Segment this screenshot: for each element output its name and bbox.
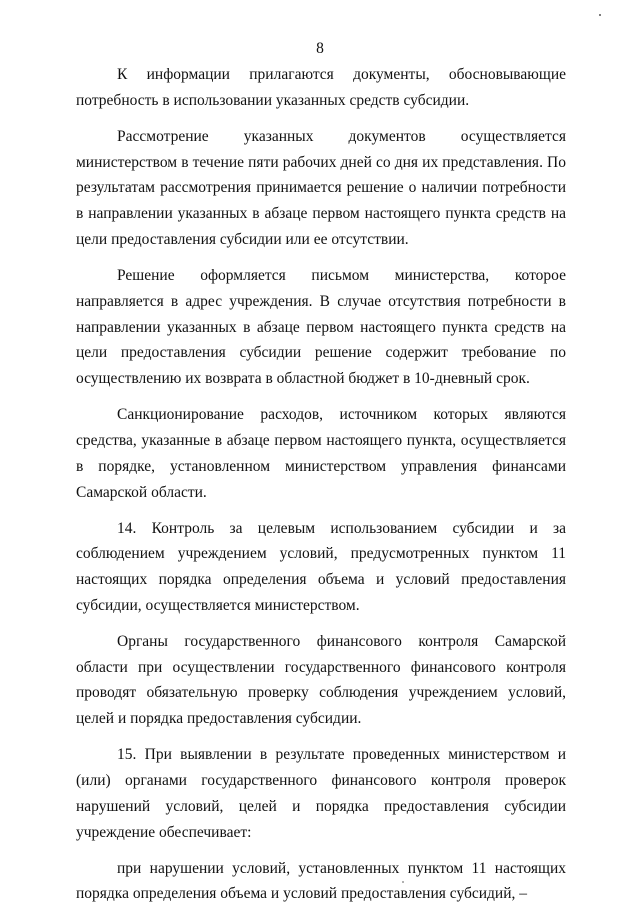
- scan-speck: [402, 881, 404, 883]
- paragraph-control-bodies: Органы государственного финансового контроля Самарской области при осуществлении государственного финансового контроля проводят обязательную проверку соблюдения учреждением условий, целей и порядка предоставления субсидии.: [76, 632, 566, 728]
- document-body: [76, 62, 566, 917]
- paragraph-review: Рассмотрение указанных документов осуществляется министерством в течение пяти рабочих дней со дня их представления. По результатам рассмотрения принимается решение о наличии потребности в направлении указанных в абзаце первом настоящего пункта средств на цели предоставления субсидии или ее отсутствии.: [76, 127, 566, 248]
- page-number: 8: [316, 40, 324, 57]
- paragraph-decision: Решение оформляется письмом министерства, которое направляется в адрес учреждения. В случае отсутствия потребности в направлении указанных в абзаце первом настоящего пункта средств на цели предоставления субсидии решение содержит требование по осуществлению их возврата в областной бюджет в 10-дневный срок.: [76, 266, 566, 388]
- paragraph-violation: при нарушении условий, установленных пунктом 11 настоящих порядка определения объема и условий предоставления субсидий, –: [76, 859, 566, 903]
- paragraph-item-14: 14. Контроль за целевым использованием субсидии и за соблюдением учреждением условий, предусмотренных пунктом 11 настоящих порядка определения объема и условий предоставления субсидии, осуществляется министерством.: [76, 519, 566, 614]
- paragraph-attachments: К информации прилагаются документы, обосновывающие потребность в использовании указанных средств субсидии.: [76, 66, 566, 109]
- paragraph-sanction: Санкционирование расходов, источником которых являются средства, указанные в абзаце первом настоящего пункта, осуществляется в порядке, установленном министерством управления финансами Самарской области.: [76, 406, 566, 501]
- paragraph-item-15: 15. При выявлении в результате проведенных министерством и (или) органами государственного финансового контроля проверок нарушений условий, целей и порядка предоставления субсидии учреждение обеспечивает:: [76, 746, 566, 841]
- scan-speck: [599, 14, 601, 16]
